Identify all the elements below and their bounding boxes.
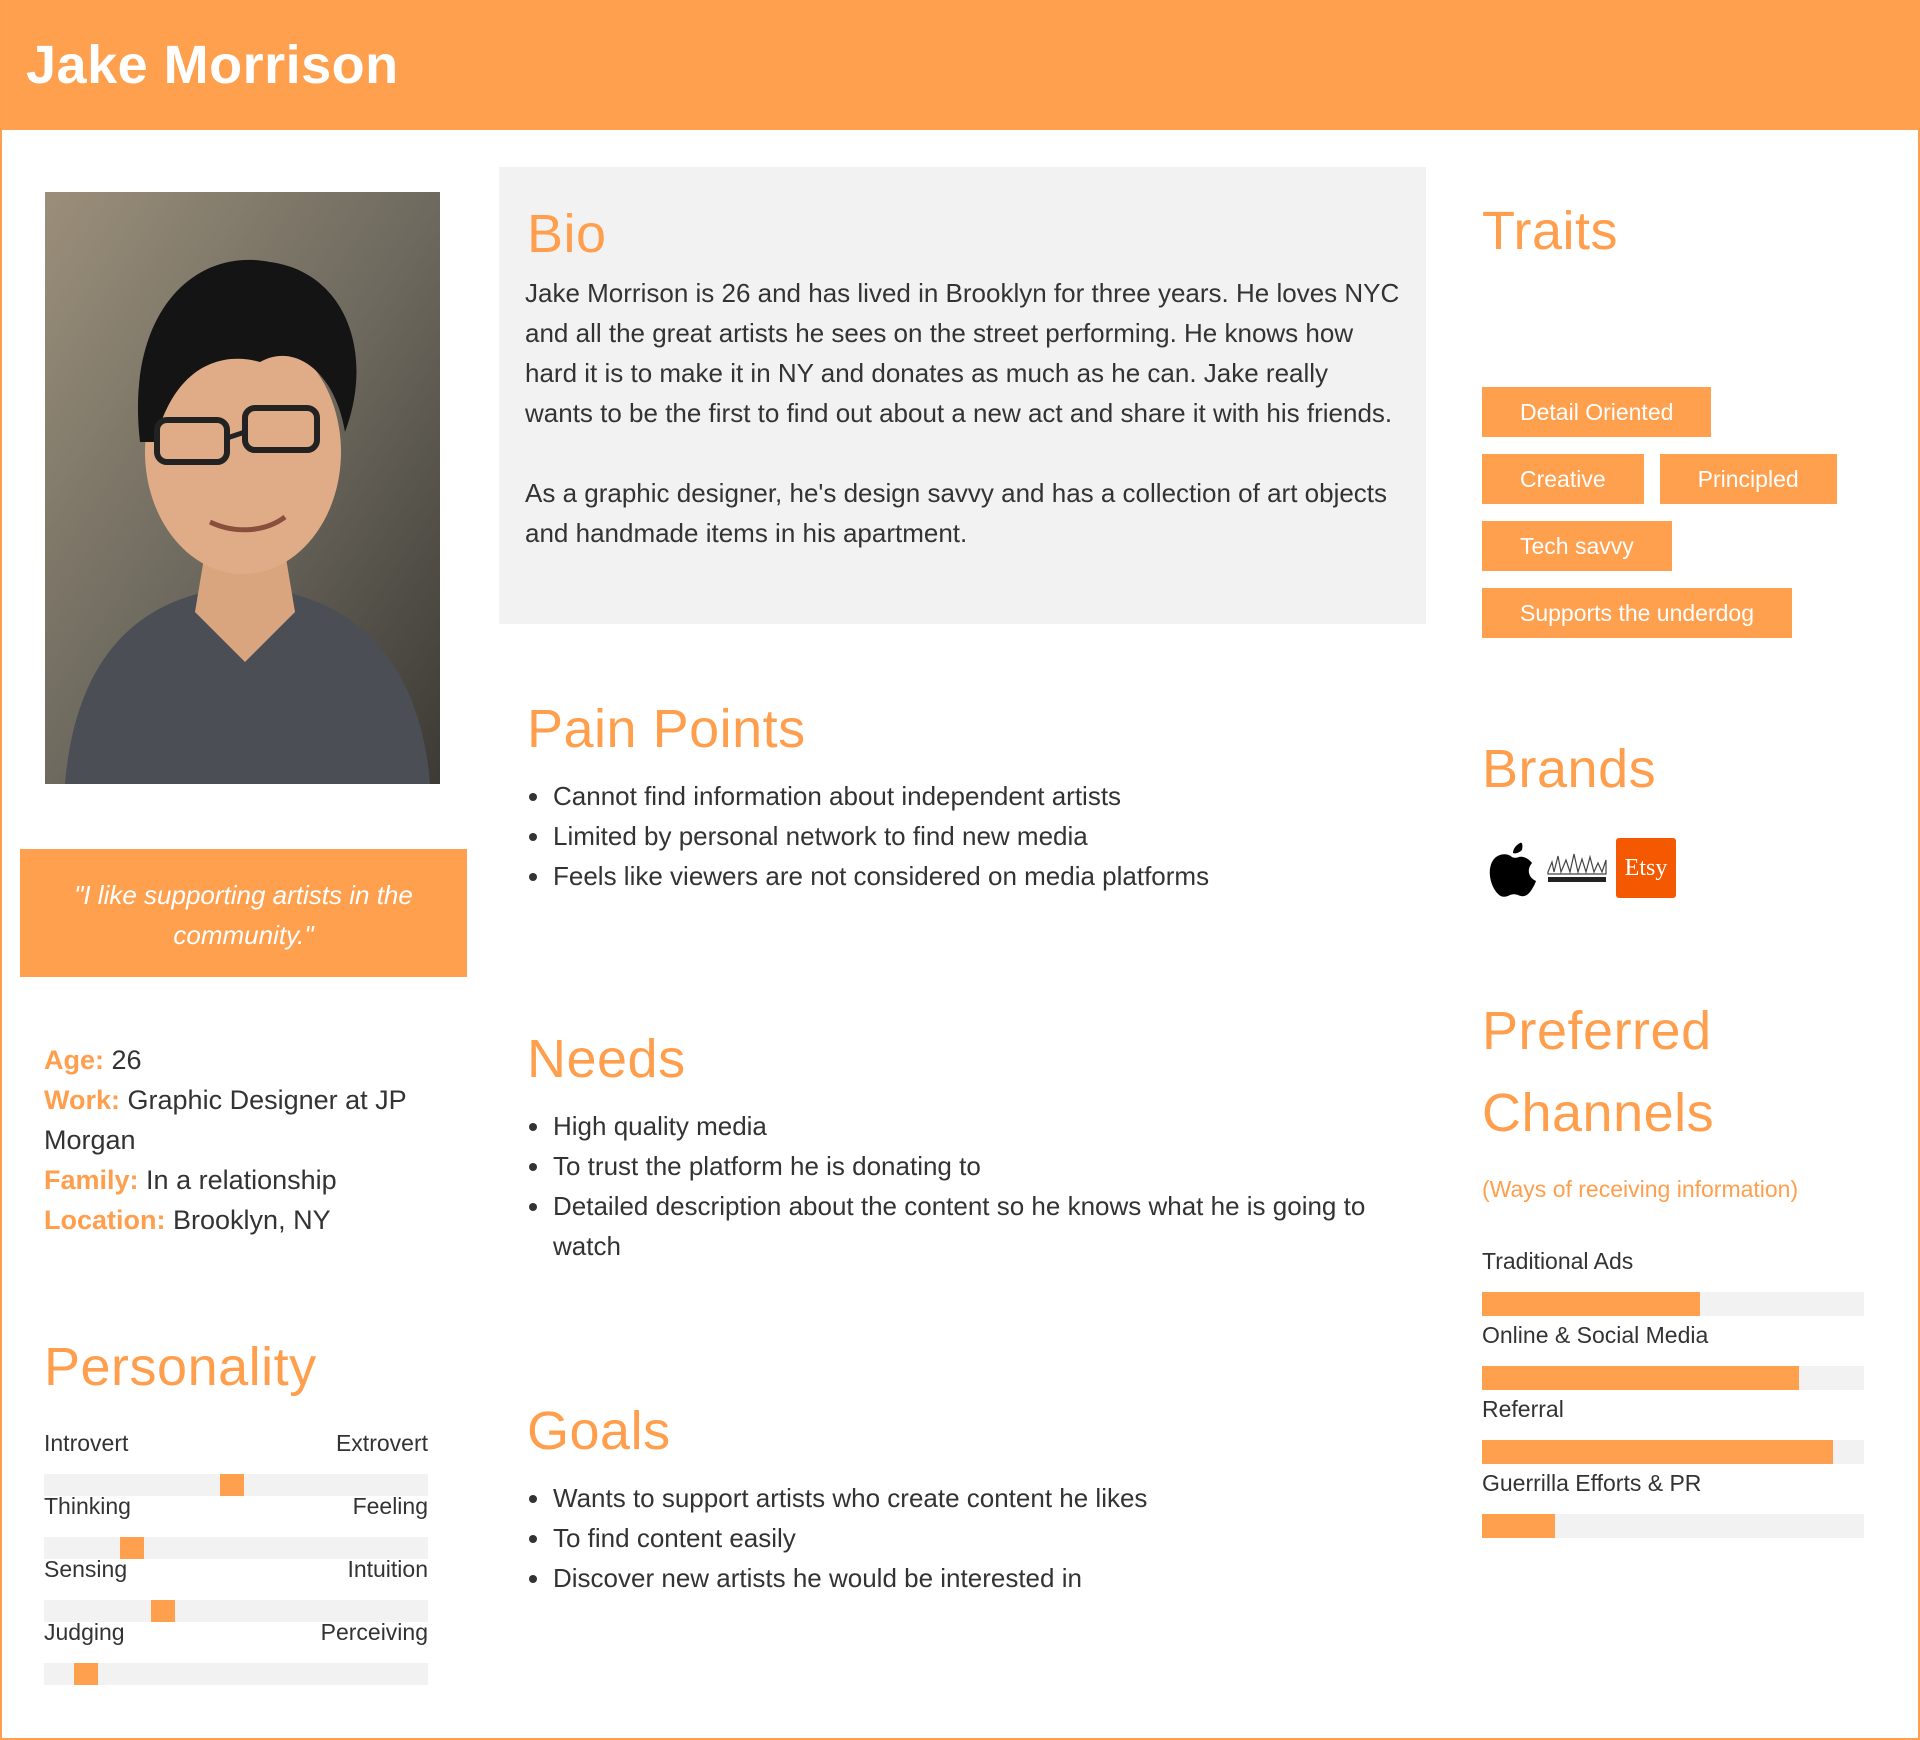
personality-scale <box>44 1430 428 1496</box>
etsy-logo: Etsy <box>1616 838 1676 898</box>
fact-value: 26 <box>111 1045 142 1075</box>
list-item: To trust the platform he is donating to <box>527 1146 1407 1186</box>
list-item: Detailed description about the content so he knows what he is going to watch <box>527 1186 1407 1266</box>
scale-left-label: Thinking <box>44 1493 131 1519</box>
personality-scale <box>44 1556 428 1622</box>
trait-tag: Supports the underdog <box>1482 588 1792 638</box>
channel-item <box>1482 1322 1864 1390</box>
list-item: Wants to support artists who create content he likes <box>527 1478 1407 1518</box>
channel-item <box>1482 1248 1864 1316</box>
traits-tags <box>1482 387 1882 655</box>
channel-track <box>1482 1440 1864 1464</box>
scale-right-label: Intuition <box>347 1556 428 1582</box>
fact-value: In a relationship <box>146 1165 337 1195</box>
channel-track <box>1482 1292 1864 1316</box>
personality-title: Personality <box>44 1337 317 1397</box>
fact-location <box>44 1200 444 1240</box>
trait-tag: Detail Oriented <box>1482 387 1711 437</box>
apple-logo <box>1486 838 1538 898</box>
fact-label: Family: <box>44 1165 139 1195</box>
fact-value: Brooklyn, NY <box>173 1205 331 1235</box>
needs-section <box>527 1028 1407 1266</box>
persona-name: Jake Morrison <box>26 35 399 95</box>
pain-points-section <box>527 698 1407 896</box>
scale-right-label: Perceiving <box>320 1619 428 1645</box>
fact-value: Graphic Designer at JP Morgan <box>44 1085 407 1155</box>
needs-list <box>527 1106 1407 1266</box>
scale-marker <box>74 1663 98 1685</box>
brand-logos <box>1486 838 1676 898</box>
goals-list <box>527 1478 1407 1598</box>
list-item: To find content easily <box>527 1518 1407 1558</box>
channels-title <box>1482 990 1882 1154</box>
bio-panel <box>499 167 1426 624</box>
list-item: Discover new artists he would be interested in <box>527 1558 1407 1598</box>
scale-left-label: Judging <box>44 1619 125 1645</box>
scale-track <box>44 1663 428 1685</box>
brooklyn-logo <box>1546 850 1608 886</box>
persona-facts <box>44 1040 444 1240</box>
fact-work <box>44 1080 444 1160</box>
channels-subtitle: (Ways of receiving information) <box>1482 1176 1799 1202</box>
persona-quote: "I like supporting artists in the community." <box>20 849 467 977</box>
trait-tag: Tech savvy <box>1482 521 1672 571</box>
trait-tag: Principled <box>1660 454 1837 504</box>
channel-label: Online & Social Media <box>1482 1322 1709 1348</box>
channel-track <box>1482 1514 1864 1538</box>
fact-family <box>44 1160 444 1200</box>
header-bar <box>2 0 1920 130</box>
channel-fill <box>1482 1514 1555 1538</box>
scale-left-label: Introvert <box>44 1430 129 1456</box>
channel-fill <box>1482 1366 1799 1390</box>
scale-right-label: Extrovert <box>335 1430 428 1456</box>
goals-section <box>527 1400 1407 1598</box>
channels-title-line2: Channels <box>1482 1083 1715 1143</box>
list-item: Feels like viewers are not considered on media platforms <box>527 856 1407 896</box>
channel-fill <box>1482 1292 1700 1316</box>
traits-title: Traits <box>1482 201 1618 261</box>
scale-right-label: Feeling <box>352 1493 428 1519</box>
channel-fill <box>1482 1440 1833 1464</box>
needs-title: Needs <box>527 1029 686 1089</box>
trait-tag: Creative <box>1482 454 1644 504</box>
goals-title: Goals <box>527 1401 671 1461</box>
fact-label: Location: <box>44 1205 166 1235</box>
pain-points-list <box>527 776 1407 896</box>
fact-label: Age: <box>44 1045 104 1075</box>
list-item: Limited by personal network to find new media <box>527 816 1407 856</box>
channels-header <box>1482 990 1882 1203</box>
fact-age <box>44 1040 444 1080</box>
brands-title: Brands <box>1482 739 1657 799</box>
pain-points-title: Pain Points <box>527 699 806 759</box>
persona-photo <box>45 192 440 784</box>
channel-item <box>1482 1396 1864 1464</box>
bio-paragraph: Jake Morrison is 26 and has lived in Brooklyn for three years. He loves NYC and all the great artists he sees on the street performing. He knows how hard it is to make it in NY and donates as much as he can. Jake really wants to be the first to find out about a new act and share it with his friends. <box>525 278 1400 428</box>
channel-label: Guerrilla Efforts & PR <box>1482 1470 1702 1496</box>
personality-scale <box>44 1493 428 1559</box>
scale-left-label: Sensing <box>44 1556 128 1582</box>
channel-item <box>1482 1470 1864 1538</box>
list-item: High quality media <box>527 1106 1407 1146</box>
bio-title: Bio <box>527 204 607 264</box>
channel-label: Traditional Ads <box>1482 1248 1634 1274</box>
channel-track <box>1482 1366 1864 1390</box>
list-item: Cannot find information about independent artists <box>527 776 1407 816</box>
personality-scale <box>44 1619 428 1685</box>
bio-paragraph: As a graphic designer, he's design savvy and has a collection of art objects and handmade items in his apartment. <box>525 478 1388 548</box>
fact-label: Work: <box>44 1085 121 1115</box>
channel-label: Referral <box>1482 1396 1564 1422</box>
channels-title-line1: Preferred <box>1482 1001 1712 1061</box>
